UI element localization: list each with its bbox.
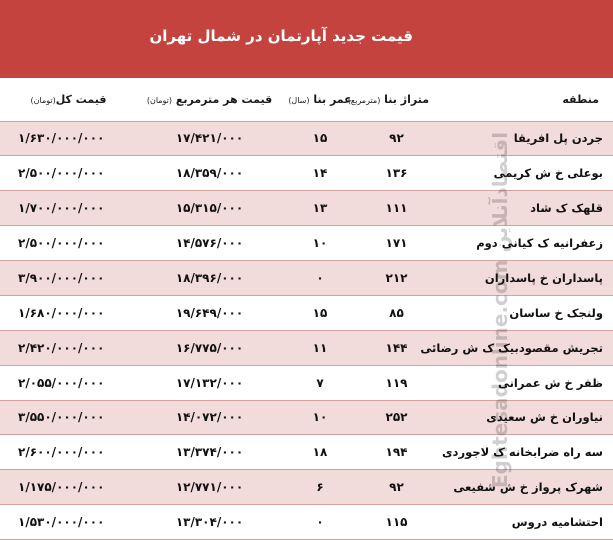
cell-area: ۱۹۴ — [358, 435, 435, 470]
cell-region: ولنجک خ ساسان — [435, 295, 613, 330]
table-row — [0, 330, 613, 365]
table-row — [0, 156, 613, 191]
cell-total-price: ۲/۰۵۵/۰۰۰/۰۰۰ — [0, 365, 137, 400]
cell-price-per-meter: ۱۴/۵۷۶/۰۰۰ — [137, 226, 282, 261]
cell-age: ۱۳ — [282, 191, 358, 226]
cell-total-price: ۱/۷۰۰/۰۰۰/۰۰۰ — [0, 191, 137, 226]
cell-area: ۱۱۱ — [358, 191, 435, 226]
cell-area: ۲۵۲ — [358, 400, 435, 435]
table-row — [0, 261, 613, 296]
cell-price-per-meter: ۱۲/۷۷۱/۰۰۰ — [137, 470, 282, 505]
header-total-price: قیمت کل(تومان) — [0, 78, 137, 121]
cell-area: ۱۱۹ — [358, 365, 435, 400]
cell-age: ۱۱ — [282, 330, 358, 365]
cell-region: نیاوران خ ش سعیدی — [435, 400, 613, 435]
cell-price-per-meter: ۱۴/۰۷۲/۰۰۰ — [137, 400, 282, 435]
cell-area: ۸۵ — [358, 295, 435, 330]
cell-total-price: ۱/۶۸۰/۰۰۰/۰۰۰ — [0, 295, 137, 330]
cell-price-per-meter: ۱۳/۳۰۴/۰۰۰ — [137, 505, 282, 540]
cell-total-price: ۱/۵۳۰/۰۰۰/۰۰۰ — [0, 505, 137, 540]
cell-region: سه راه ضرابخانه ک لاجوردی — [435, 435, 613, 470]
cell-total-price: ۳/۹۰۰/۰۰۰/۰۰۰ — [0, 261, 137, 296]
price-table — [0, 78, 613, 540]
cell-age: ۱۸ — [282, 435, 358, 470]
cell-area: ۹۲ — [358, 470, 435, 505]
cell-total-price: ۱/۱۷۵/۰۰۰/۰۰۰ — [0, 470, 137, 505]
cell-area: ۹۲ — [358, 121, 435, 156]
table-header-row — [0, 78, 613, 121]
cell-price-per-meter: ۱۵/۳۱۵/۰۰۰ — [137, 191, 282, 226]
watermark: Eghtesadonline.com اقتصادآنلاین — [488, 131, 512, 489]
table-row — [0, 470, 613, 505]
cell-region: پاسداران خ پاسداران — [435, 261, 613, 296]
table-row — [0, 226, 613, 261]
page-title: قیمت جدید آپارتمان در شمال تهران — [149, 27, 413, 45]
cell-price-per-meter: ۱۸/۳۵۹/۰۰۰ — [137, 156, 282, 191]
cell-region: شهرک پرواز خ ش شفیعی — [435, 470, 613, 505]
table-row — [0, 121, 613, 156]
table-row — [0, 435, 613, 470]
cell-total-price: ۱/۶۳۰/۰۰۰/۰۰۰ — [0, 121, 137, 156]
table-row — [0, 505, 613, 540]
header-region: منطقه — [435, 78, 613, 121]
cell-price-per-meter: ۱۷/۴۲۱/۰۰۰ — [137, 121, 282, 156]
cell-region: احتشامیه دروس — [435, 505, 613, 540]
cell-area: ۲۱۲ — [358, 261, 435, 296]
title-banner — [0, 0, 613, 78]
cell-age: ۰ — [282, 261, 358, 296]
cell-age: ۱۴ — [282, 156, 358, 191]
cell-total-price: ۲/۴۲۰/۰۰۰/۰۰۰ — [0, 330, 137, 365]
cell-age: ۱۰ — [282, 226, 358, 261]
cell-region: جردن پل افریقا — [435, 121, 613, 156]
cell-area: ۱۴۴ — [358, 330, 435, 365]
table-row — [0, 191, 613, 226]
table-row — [0, 365, 613, 400]
cell-age: ۱۵ — [282, 295, 358, 330]
cell-region: تجریش مقصودبیک ک ش رضائی — [435, 330, 613, 365]
cell-region: زعفرانیه ک کیانی دوم — [435, 226, 613, 261]
cell-age: ۶ — [282, 470, 358, 505]
cell-region: قلهک ک شاد — [435, 191, 613, 226]
table-row — [0, 400, 613, 435]
header-area: متراژ بنا (مترمربع) — [358, 78, 435, 121]
cell-region: بوعلی خ ش کریمی — [435, 156, 613, 191]
header-price-per-meter: قیمت هر مترمربع (تومان) — [137, 78, 282, 121]
cell-price-per-meter: ۱۸/۳۹۶/۰۰۰ — [137, 261, 282, 296]
cell-price-per-meter: ۱۳/۳۷۴/۰۰۰ — [137, 435, 282, 470]
cell-total-price: ۳/۵۵۰/۰۰۰/۰۰۰ — [0, 400, 137, 435]
cell-total-price: ۲/۵۰۰/۰۰۰/۰۰۰ — [0, 156, 137, 191]
header-age: عمر بنا (سال) — [282, 78, 358, 121]
cell-area: ۱۱۵ — [358, 505, 435, 540]
cell-region: ظفر خ ش عمرانی — [435, 365, 613, 400]
cell-total-price: ۲/۵۰۰/۰۰۰/۰۰۰ — [0, 226, 137, 261]
cell-age: ۷ — [282, 365, 358, 400]
cell-area: ۱۷۱ — [358, 226, 435, 261]
table-row — [0, 295, 613, 330]
cell-age: ۰ — [282, 505, 358, 540]
cell-price-per-meter: ۱۶/۷۷۵/۰۰۰ — [137, 330, 282, 365]
cell-age: ۱۵ — [282, 121, 358, 156]
cell-total-price: ۲/۶۰۰/۰۰۰/۰۰۰ — [0, 435, 137, 470]
cell-area: ۱۳۶ — [358, 156, 435, 191]
cell-price-per-meter: ۱۷/۱۳۲/۰۰۰ — [137, 365, 282, 400]
cell-price-per-meter: ۱۹/۶۴۹/۰۰۰ — [137, 295, 282, 330]
cell-age: ۱۰ — [282, 400, 358, 435]
